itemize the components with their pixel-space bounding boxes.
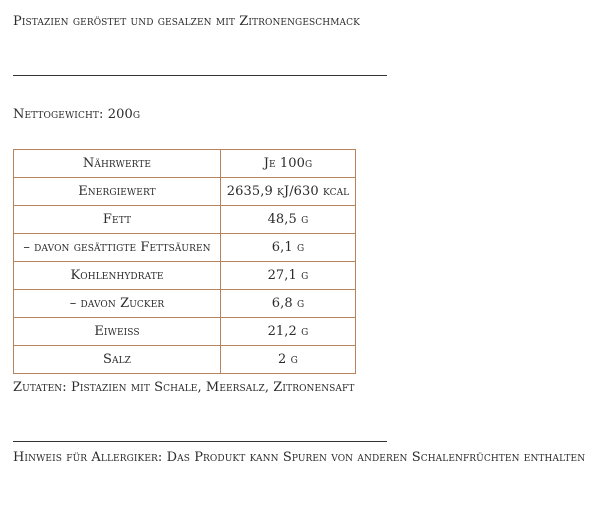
nutrient-name: – davon Zucker xyxy=(14,290,221,318)
nutrient-name: Salz xyxy=(14,346,221,374)
nutrient-value: 2635,9 kJ/630 kcal xyxy=(221,178,356,206)
nutrient-value: 21,2 g xyxy=(221,318,356,346)
table-row xyxy=(14,234,356,262)
nutrient-value: 6,1 g xyxy=(221,234,356,262)
nutrition-table xyxy=(13,149,356,374)
divider-top xyxy=(13,75,387,76)
nutrient-name: Eiweiss xyxy=(14,318,221,346)
table-row xyxy=(14,206,356,234)
nutrient-value: 6,8 g xyxy=(221,290,356,318)
table-row xyxy=(14,178,356,206)
ingredients: Zutaten: Pistazien mit Schale, Meersalz, Zitronensaft xyxy=(13,380,355,395)
nutrient-value: 27,1 g xyxy=(221,262,356,290)
nutrient-name: Kohlenhydrate xyxy=(14,262,221,290)
nutrient-name: Fett xyxy=(14,206,221,234)
table-row xyxy=(14,346,356,374)
nutrition-header-row xyxy=(14,150,356,178)
net-weight: Nettogewicht: 200g xyxy=(13,107,141,122)
nutrition-header-value: Je 100g xyxy=(221,150,356,178)
nutrient-value: 2 g xyxy=(221,346,356,374)
table-row xyxy=(14,262,356,290)
nutrient-value: 48,5 g xyxy=(221,206,356,234)
allergy-note: Hinweis für Allergiker: Das Produkt kann Spuren von anderen Schalenfrüchten enthalten xyxy=(13,450,586,465)
product-title: Pistazien geröstet und gesalzen mit Zitronengeschmack xyxy=(13,14,360,29)
table-row xyxy=(14,290,356,318)
divider-bottom xyxy=(13,441,387,442)
nutrient-name: – davon gesättigte Fettsäuren xyxy=(14,234,221,262)
nutrient-name: Energiewert xyxy=(14,178,221,206)
nutrition-header-name: Nährwerte xyxy=(14,150,221,178)
table-row xyxy=(14,318,356,346)
